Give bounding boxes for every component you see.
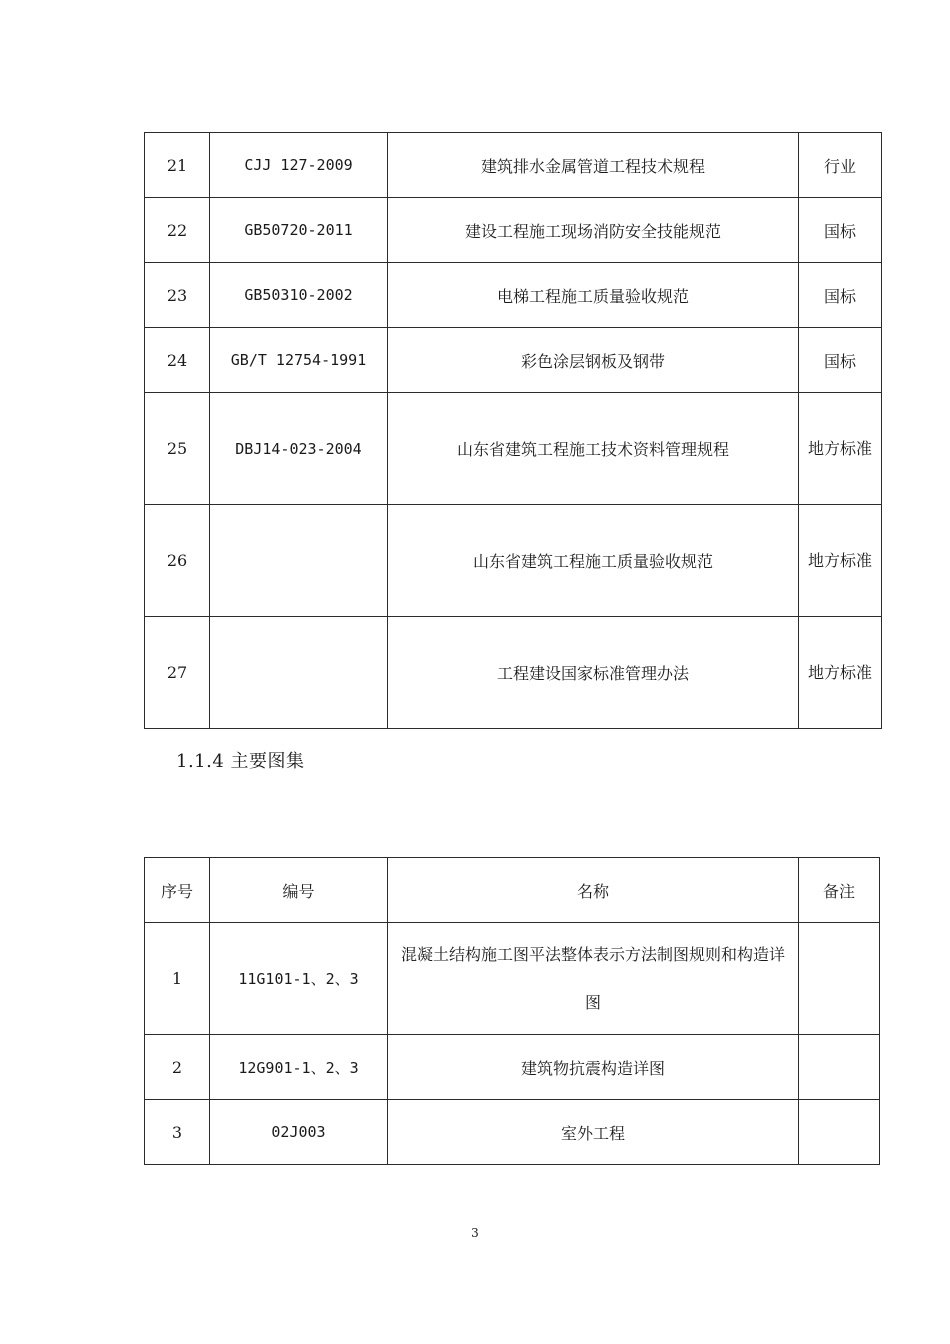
table-row <box>145 198 882 263</box>
row-number: 2 <box>145 1035 210 1100</box>
row-number: 25 <box>145 393 210 505</box>
standard-type: 地方标准 <box>799 505 882 617</box>
row-number: 26 <box>145 505 210 617</box>
atlas-code: 11G101-1、2、3 <box>210 923 388 1035</box>
standard-code <box>210 505 388 617</box>
atlas-remark <box>799 923 880 1035</box>
standard-code: CJJ 127-2009 <box>210 133 388 198</box>
standard-code: DBJ14-023-2004 <box>210 393 388 505</box>
table-row <box>145 505 882 617</box>
table-row <box>145 263 882 328</box>
standard-code: GB50310-2002 <box>210 263 388 328</box>
header-name: 名称 <box>388 858 799 923</box>
table-row <box>145 133 882 198</box>
standard-name: 建筑排水金属管道工程技术规程 <box>388 133 799 198</box>
page-number: 3 <box>471 1226 479 1240</box>
header-remark: 备注 <box>799 858 880 923</box>
standards-table <box>144 132 882 729</box>
table-row <box>145 328 882 393</box>
atlas-code: 02J003 <box>210 1100 388 1165</box>
standard-type: 国标 <box>799 263 882 328</box>
row-number: 24 <box>145 328 210 393</box>
row-number: 22 <box>145 198 210 263</box>
table-row <box>145 1100 880 1165</box>
table-row <box>145 393 882 505</box>
header-no: 序号 <box>145 858 210 923</box>
standard-name: 彩色涂层钢板及钢带 <box>388 328 799 393</box>
row-number: 21 <box>145 133 210 198</box>
atlas-name: 混凝土结构施工图平法整体表示方法制图规则和构造详图 <box>388 923 799 1035</box>
standard-code <box>210 617 388 729</box>
table-row <box>145 617 882 729</box>
standard-type: 地方标准 <box>799 617 882 729</box>
header-code: 编号 <box>210 858 388 923</box>
standard-name: 电梯工程施工质量验收规范 <box>388 263 799 328</box>
atlas-table <box>144 857 880 1165</box>
atlas-name: 室外工程 <box>388 1100 799 1165</box>
atlas-remark <box>799 1100 880 1165</box>
table-row <box>145 1035 880 1100</box>
standard-name: 工程建设国家标准管理办法 <box>388 617 799 729</box>
section-heading: 1.1.4 主要图集 <box>176 751 305 772</box>
standard-type: 国标 <box>799 198 882 263</box>
standard-type: 行业 <box>799 133 882 198</box>
atlas-remark <box>799 1035 880 1100</box>
row-number: 23 <box>145 263 210 328</box>
row-number: 27 <box>145 617 210 729</box>
standard-code: GB/T 12754-1991 <box>210 328 388 393</box>
standard-type: 国标 <box>799 328 882 393</box>
row-number: 3 <box>145 1100 210 1165</box>
atlas-code: 12G901-1、2、3 <box>210 1035 388 1100</box>
row-number: 1 <box>145 923 210 1035</box>
standard-name: 山东省建筑工程施工技术资料管理规程 <box>388 393 799 505</box>
atlas-name: 建筑物抗震构造详图 <box>388 1035 799 1100</box>
standard-name: 建设工程施工现场消防安全技能规范 <box>388 198 799 263</box>
table-header-row <box>145 858 880 923</box>
standard-code: GB50720-2011 <box>210 198 388 263</box>
standard-name: 山东省建筑工程施工质量验收规范 <box>388 505 799 617</box>
table-row <box>145 923 880 1035</box>
standard-type: 地方标准 <box>799 393 882 505</box>
